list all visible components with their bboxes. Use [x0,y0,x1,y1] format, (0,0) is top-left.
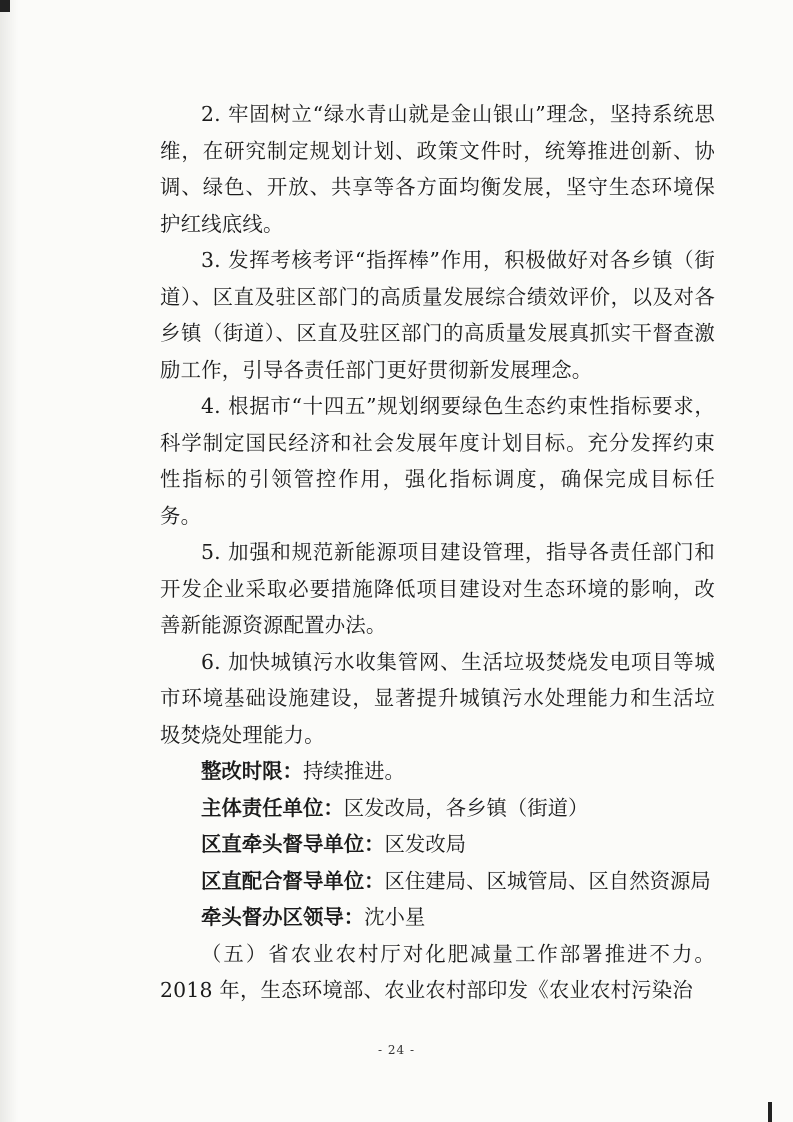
lead-supervision-unit-value: 区发改局 [384,832,467,856]
scan-mark-right [768,1102,772,1122]
supervising-leader [160,899,715,936]
lead-supervision-unit [160,826,715,863]
responsible-unit-label: 主体责任单位： [201,795,344,820]
rectification-deadline-value: 持续推进。 [302,759,405,783]
paragraph-item-3: 3. 发挥考核考评“指挥棒”作用，积极做好对各乡镇（街道）、区直及驻区部门的高质量发展综合绩效评价，以及对各乡镇（街道）、区直及驻区部门的高质量发展真抓实干督查激励工作，引导各责任部门更好贯彻新发展理念。 [160,248,715,382]
rectification-deadline [160,753,715,790]
cooperating-supervision-unit [160,863,715,900]
cooperating-supervision-unit-value: 区住建局、区城管局、区自然资源局 [384,868,711,893]
rectification-deadline-label: 整改时限： [201,759,303,783]
paragraph-item-6: 6. 加快城镇污水收集管网、生活垃圾焚烧发电项目等城市环境基础设施建设，显著提升城镇污水处理能力和生活垃圾焚烧处理能力。 [160,649,715,747]
scan-edge [0,0,18,1122]
supervising-leader-label: 牵头督办区领导： [201,905,365,929]
cooperating-supervision-unit-label: 区直配合督导单位： [201,868,385,893]
page-number: - 24 - [377,1043,415,1057]
document-body [160,96,715,1009]
paragraph-item-2: 2. 牢固树立“绿水青山就是金山银山”理念，坚持系统思维，在研究制定规划计划、政策文件时，统筹推进创新、协调、绿色、开放、共享等各方面均衡发展，坚守生态环境保护红线底线。 [160,102,715,236]
section-five-paragraph: （五）省农业农村厅对化肥减量工作部署推进不力。2018 年，生态环境部、农业农村部印发《农业农村污染治 [160,941,715,1002]
responsible-unit [160,790,715,827]
scan-mark-top [0,0,10,12]
supervising-leader-value: 沈小星 [364,905,426,929]
paragraph-item-5: 5. 加强和规范新能源项目建设管理，指导各责任部门和开发企业采取必要措施降低项目建设对生态环境的影响，改善新能源资源配置办法。 [160,540,715,637]
responsible-unit-value: 区发改局，各乡镇（街道） [343,795,589,820]
paragraph-item-4: 4. 根据市“十四五”规划纲要绿色生态约束性指标要求，科学制定国民经济和社会发展年度计划目标。充分发挥约束性指标的引领管控作用，强化指标调度，确保完成目标任务。 [160,394,715,528]
lead-supervision-unit-label: 区直牵头督导单位： [201,832,385,856]
